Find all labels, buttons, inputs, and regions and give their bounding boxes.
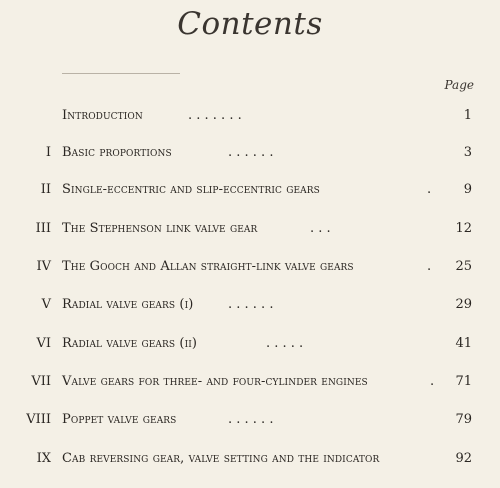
toc-entry-chapter-6[interactable]: [0, 336, 500, 356]
toc-entry-chapter-2[interactable]: [0, 182, 500, 202]
page-number: 25: [455, 259, 472, 274]
leader-dots: .: [430, 374, 435, 389]
chapter-title: The Stephenson link valve gear: [62, 221, 258, 236]
chapter-number: II: [40, 182, 51, 197]
chapter-title: Single-eccentric and slip-eccentric gears: [62, 182, 320, 197]
leader-dots: . . . . .: [266, 336, 304, 351]
toc-entry-introduction[interactable]: [0, 108, 500, 128]
chapter-number: IV: [36, 259, 51, 274]
page-number: 1: [463, 108, 472, 123]
chapter-title: Radial valve gears (i): [62, 297, 194, 312]
chapter-title: Basic proportions: [62, 145, 172, 160]
page-number: 92: [455, 451, 472, 466]
chapter-title: Cab reversing gear, valve setting and the indicator: [62, 451, 380, 466]
chapter-title: Introduction: [62, 108, 143, 123]
toc-entry-chapter-9[interactable]: [0, 451, 500, 471]
page-number: 41: [455, 336, 472, 351]
chapter-number: VIII: [26, 412, 51, 427]
decorative-rule: [62, 73, 180, 74]
chapter-number: VII: [31, 374, 51, 389]
toc-entry-chapter-3[interactable]: [0, 221, 500, 241]
leader-dots: . . . . . .: [228, 412, 274, 427]
toc-entry-chapter-8[interactable]: [0, 412, 500, 432]
leader-dots: . . .: [310, 221, 331, 236]
toc-entry-chapter-1[interactable]: [0, 145, 500, 165]
chapter-title: Valve gears for three- and four-cylinder engines: [62, 374, 368, 389]
leader-dots: . . . . . . .: [188, 108, 242, 123]
toc-entry-chapter-5[interactable]: [0, 297, 500, 317]
chapter-title: Radial valve gears (ii): [62, 336, 198, 351]
toc-entry-chapter-4[interactable]: [0, 259, 500, 279]
chapter-title: Poppet valve gears: [62, 412, 177, 427]
chapter-number: III: [35, 221, 51, 236]
page-number: 71: [455, 374, 472, 389]
page-column-heading: Page: [444, 78, 474, 92]
chapter-number: V: [41, 297, 51, 312]
chapter-number: VI: [36, 336, 51, 351]
page-title: Contents: [177, 6, 323, 42]
page-number: 79: [455, 412, 472, 427]
page-number: 12: [455, 221, 472, 236]
page-number: 9: [463, 182, 472, 197]
chapter-number: I: [45, 145, 51, 160]
page-number: 3: [463, 145, 472, 160]
toc-entry-chapter-7[interactable]: [0, 374, 500, 394]
leader-dots: . . . . . .: [228, 297, 274, 312]
leader-dots: . . . . . .: [228, 145, 274, 160]
leader-dots: .: [427, 182, 432, 197]
chapter-number: IX: [36, 451, 51, 466]
chapter-title: The Gooch and Allan straight-link valve gears: [62, 259, 354, 274]
page-number: 29: [455, 297, 472, 312]
leader-dots: .: [427, 259, 432, 274]
